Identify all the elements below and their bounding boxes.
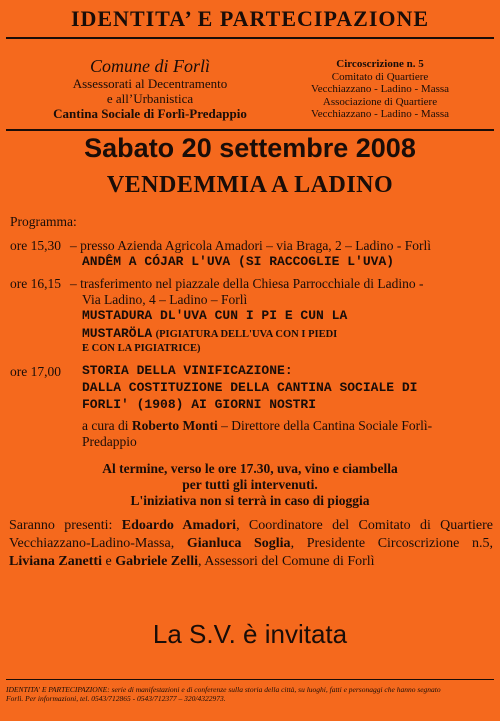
guests-paragraph <box>9 517 493 571</box>
rain-notice: L'iniziativa non si terrà in caso di pioggia <box>130 493 370 508</box>
assessorati-line-2: e all’Urbanistica <box>106 91 194 106</box>
program-item-2-subtitle: (PIGIATURA DELL'UVA CON I PIEDI <box>155 329 338 340</box>
program-item-2-title: MUSTADURA DL'UVA CUN I PI E CUN LA <box>82 308 348 323</box>
invitation-line: La S.V. è invitata <box>152 619 348 649</box>
guest-conj: e <box>101 554 116 569</box>
footer-text-1: serie di manifestazioni e di conferenze sulla storia della città, su luoghi, fatti e personaggi che hanno segnato <box>109 685 441 694</box>
cantina-name: Cantina Sociale di Forlì-Predappio <box>53 106 247 121</box>
program-item-1-place: – presso Azienda Agricola Amadori – via Braga, 2 – Ladino - Forlì <box>70 238 432 253</box>
curator-prefix: a cura di <box>82 418 132 433</box>
organizers-right <box>290 58 470 121</box>
guest-name-3: Liviana Zanetti <box>9 554 102 569</box>
guest-role-3: , Assessori del Comune di Forlì <box>198 554 375 569</box>
footer-rule <box>6 679 494 680</box>
program-label: Programma: <box>10 214 77 229</box>
closing-line-1: Al termine, verso le ore 17.30, uva, vino e ciambella <box>102 461 398 476</box>
guest-role-1: , Coordinatore del Comitato di Quartiere Vecchiazzano-Ladino-Massa, <box>9 518 494 551</box>
program-item-2-mustarola: MUSTARÖLA <box>82 326 153 341</box>
program-item-3-curator <box>82 418 432 434</box>
assessorati-line-1: Assessorati al Decentramento <box>72 76 228 91</box>
guest-name-1: Edoardo Amadori <box>121 518 237 533</box>
guest-name-2: Gianluca Soglia <box>186 536 291 551</box>
top-rule <box>6 37 494 39</box>
program-time-3: ore 17,00 <box>10 364 61 379</box>
program-item-2-title-cont <box>82 325 337 341</box>
curator-role: – Direttore della Cantina Sociale Forlì- <box>217 418 433 433</box>
program-item-2-address: Via Ladino, 4 – Ladino – Forlì <box>82 292 248 307</box>
guests-intro: Saranno presenti: <box>9 518 122 533</box>
curator-name: Roberto Monti <box>131 418 218 433</box>
comitato-area-line: Vecchiazzano - Ladino - Massa <box>310 83 450 95</box>
program-time-1: ore 15,30 <box>10 238 61 253</box>
series-title: IDENTITA’ E PARTECIPAZIONE <box>70 6 430 31</box>
organizers-left <box>50 56 250 122</box>
comitato-line: Comitato di Quartiere <box>331 70 429 83</box>
event-date: Sabato 20 settembre 2008 <box>84 133 416 163</box>
program-item-3-curator-cont: Predappio <box>82 434 137 449</box>
event-title: VENDEMMIA A LADINO <box>106 172 394 198</box>
footer-note <box>6 685 496 703</box>
comune-name: Comune di Forlì <box>90 56 210 76</box>
program-item-3-subtitle-2: FORLI' (1908) AI GIORNI NOSTRI <box>82 397 317 412</box>
program-item-3-title: STORIA DELLA VINIFICAZIONE: <box>82 363 293 378</box>
program-item-3-subtitle-1: DALLA COSTITUZIONE DELLA CANTINA SOCIALE DI <box>82 380 418 395</box>
program-item-1-title: ANDÊM A CÓJAR L'UVA (SI RACCOGLIE L'UVA) <box>82 254 395 269</box>
associazione-line: Associazione di Quartiere <box>322 95 438 108</box>
program-time-2: ore 16,15 <box>10 276 61 291</box>
guest-role-2: , Presidente Circoscrizione n.5, <box>290 536 494 551</box>
associazione-area-line: Vecchiazzano - Ladino - Massa <box>310 108 450 120</box>
footer-label: IDENTITA' E PARTECIPAZIONE: <box>6 685 110 694</box>
program-item-2-place: – trasferimento nel piazzale della Chiesa Parrocchiale di Ladino - <box>70 276 424 291</box>
program-item-2-subtitle-cont: E CON LA PIGIATRICE) <box>82 343 201 354</box>
closing-line-2: per tutti gli intervenuti. <box>182 477 318 492</box>
circoscrizione-label: Circoscrizione n. 5 <box>336 58 424 70</box>
guest-name-4: Gabriele Zelli <box>115 554 199 569</box>
footer-contacts: Forlì. Per informazioni, tel. 0543/712865 - 0543/712377 – 320/4322973. <box>6 694 226 703</box>
mid-rule <box>6 129 494 131</box>
